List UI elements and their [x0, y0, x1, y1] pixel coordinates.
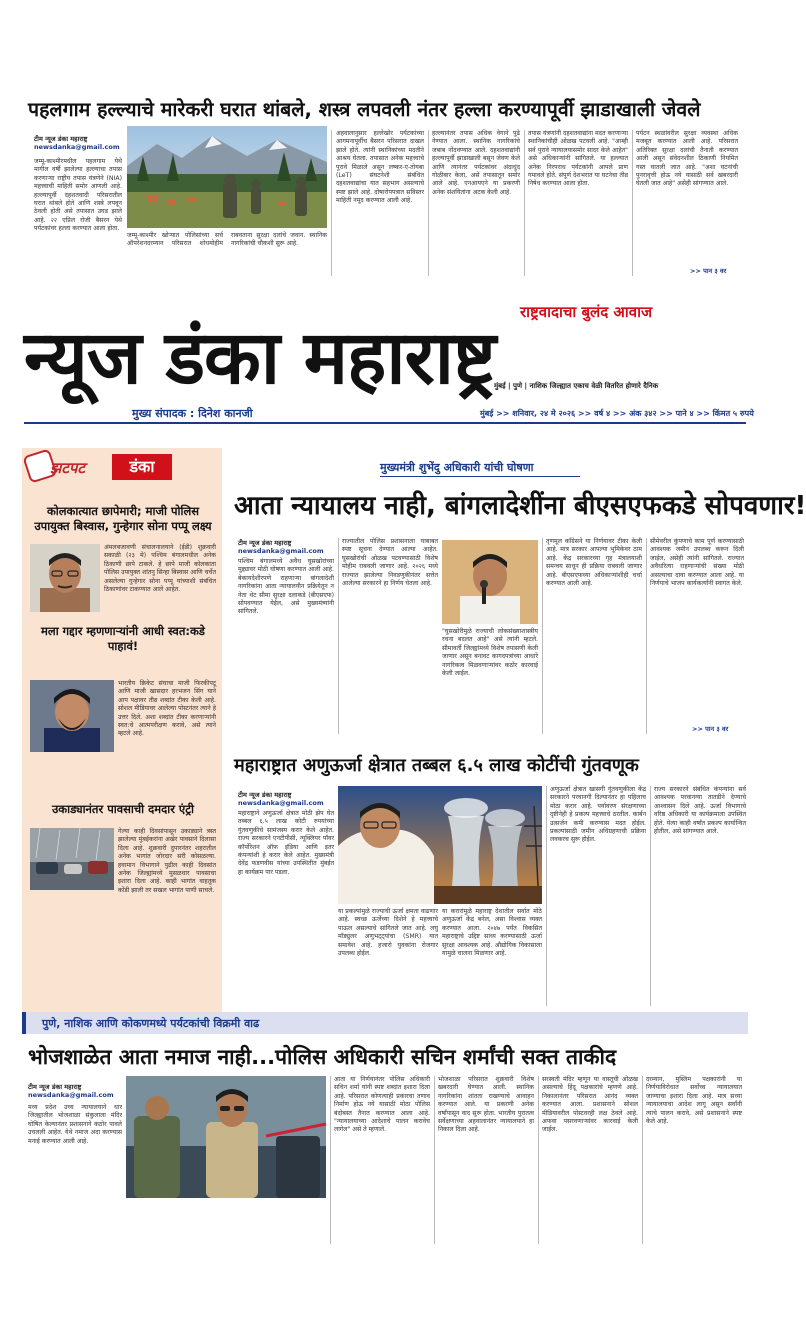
bottom-story: [0, 1034, 768, 1336]
lead-story-col4: तृणमूल काँग्रेसने या निर्णयावर टीका केली आहे. मात्र सरकार आपल्या भूमिकेवर ठाम आहे. केंद्र सरकारच्या गृह मंत्रालयाशी समन्वय साधून ही प्रक्रिया राबवली जाणार आहे. बीएसएफच्या अधिकाऱ्यांशीही चर्चा करण्यात आली आहे.: [546, 538, 642, 588]
byline-team: टीम न्यूज डंका महाराष्ट्र: [238, 791, 292, 799]
bottom-story-col2: आता या निर्णयानंतर पोलिस अधिकारी सचिन शर्मा यांनी स्पष्ट शब्दांत इशारा दिला आहे. परिसरात कोणत्याही प्रकारचा तणाव निर्माण होऊ नये यासाठी मोठा पोलिस बंदोबस्त तैनात करण्यात आला आहे. "न्यायालयाच्या आदेशाचे पालन करावेच लागेल" असे ते म्हणाले.: [334, 1076, 430, 1134]
chief-minister-speaking-image: [442, 540, 538, 624]
sidebar-item-3-text: गेल्या काही दिवसांपासून उकाड्याने त्रस्त झालेल्या मुंबईकरांना अखेर पावसाने दिलासा दिला आहे. शुक्रवारी दुपारनंतर शहरातील अनेक भागांत जोरदार सरी कोसळल्या. हवामान विभागाने पुढील काही दिवसांत अनेक जिल्ह्यांमध्ये मुसळधार पावसाचा इशारा दिला आहे. काही भागांत वाहतूक कोंडी झाली तर सखल भागांत पाणी साचले.: [118, 828, 216, 894]
nuclear-story-byline: [238, 790, 334, 807]
sidebar-item-2-title[interactable]: मला गद्दार म्हणणाऱ्यांनी आधी स्वत:कडे पाहावं!: [41, 624, 205, 653]
byline-email: newsdanka@gmail.com: [238, 799, 324, 807]
continued-link[interactable]: >> पान ३ वर: [690, 267, 727, 275]
bottom-story-col3: भोजशाळा परिसरात शुक्रवारी विशेष खबरदारी घेण्यात आली. स्थानिक नागरिकांना शांतता राखण्याचे आवाहन करण्यात आले. या प्रकरणी अनेक वर्षांपासून वाद सुरू होता. भारतीय पुरातत्व सर्वेक्षणाच्या अहवालानंतर न्यायालयाने हा निकाल दिला आहे.: [438, 1076, 534, 1134]
top-story-byline: [34, 134, 124, 151]
lead-story-headline: आता न्यायालय नाही, बांगलादेशींना बीएसएफकडे सोपवणार!: [234, 491, 806, 521]
top-story-col1: जम्मू-काश्मीरमधील पहलगाम येथे मागील वर्षी झालेल्या हल्ल्याचा तपास करणाऱ्या राष्ट्रीय तपास यंत्रणेने (NIA) महत्त्वाची माहिती समोर आणली आहे. हल्ल्यापूर्वी दहशतवादी परिसरातील घरात थांबले होते आणि शस्त्रे लपवून ठेवली होती असे तपासात उघड झाले आहे. २२ एप्रिल रोजी बैसरन येथे पर्यटकांवर हल्ला करण्यात आला होता.: [34, 158, 122, 233]
top-story-photo: [127, 126, 327, 228]
sidebar-item-2-text: भारतीय क्रिकेट संघाचा माजी फिरकीपटू आणि माजी खासदार हरभजन सिंग याने आप पक्षावर तीव्र शब्दांत टीका केली आहे. सोशल मीडियावर आलेल्या पोस्टनंतर त्याने हे उत्तर दिले. अशा शब्दांत टीका करणाऱ्यांनी स्वत:चे आत्मपरीक्षण करावे, असे त्याने म्हटले आहे.: [118, 680, 216, 738]
bottom-story-col4: सरस्वती मंदिर म्हणून या वास्तूची ओळख असल्याचे हिंदू पक्षकारांचे म्हणणे आहे. निकालानंतर परिसरात आनंद व्यक्त करण्यात आला. प्रशासनाने सोशल मीडियावरील पोस्टवरही लक्ष ठेवले आहे. अफवा पसरवणाऱ्यांवर कारवाई केली जाईल.: [542, 1076, 638, 1134]
cricketer-portrait-image: [30, 680, 114, 752]
top-story-headline: पहलगाम हल्ल्याचे मारेकरी घरात थांबले, शस्त्र लपवली नंतर हल्ला करण्यापूर्वी झाडाखाली जेवले: [28, 98, 701, 121]
bottom-story-col5: दरम्यान, मुस्लिम पक्षकारांनी या निर्णयाविरोधात सर्वोच्च न्यायालयात जाण्याचा इशारा दिला आहे. मात्र सध्या न्यायालयाचा आदेश लागू असून सर्वांनी त्याचे पालन करावे, असे प्रशासनाने स्पष्ट केले आहे.: [646, 1076, 742, 1126]
sidebar-item-3-text-cont: [30, 894, 216, 1022]
byline-team: टीम न्यूज डंका महाराष्ट्र: [28, 1083, 82, 1091]
sidebar-badge-left: झटपट: [50, 459, 85, 477]
masthead: [0, 290, 768, 445]
lead-story-col2: राज्यातील पोलिस प्रशासनाला याबाबत स्पष्ट सूचना देण्यात आल्या आहेत. घुसखोरांची ओळख पटवण्यासाठी विशेष मोहीम राबवली जाणार आहे. २०२६ मध्ये राज्यात झालेल्या निवडणुकीनंतर सत्तेत आलेल्या सरकारने हा निर्णय घेतला आहे.: [342, 538, 438, 588]
byline-team: टीम न्यूज डंका महाराष्ट्र: [34, 135, 88, 143]
lead-story-col1: पश्चिम बंगालमध्ये अवैध घुसखोरांच्या मुद्द्यावर मोठी घोषणा करण्यात आली आहे. बेकायदेशीरपणे राहणाऱ्या बांगलादेशी नागरिकांना आता न्यायालयीन प्रक्रियेतून न नेता थेट सीमा सुरक्षा दलाकडे (बीएसएफ) सोपवण्यात येईल, असे मुख्यमंत्र्यांनी सांगितले.: [238, 558, 334, 616]
nuclear-story-col5: राज्य सरकारने संबंधित कंपन्यांना सर्व आवश्यक परवानग्या तातडीने देण्याचे आश्वासन दिले आहे. ऊर्जा विभागाचे वरिष्ठ अधिकारी या कार्यक्रमाला उपस्थित होते. येत्या काही वर्षांत प्रकल्प कार्यान्वित होतील, असे सांगण्यात आले.: [654, 786, 746, 836]
nuclear-story-col4: अणुऊर्जा क्षेत्रात खासगी गुंतवणुकीला केंद्र सरकारने परवानगी दिल्यानंतर हा पहिलाच मोठा करार आहे. पर्यावरण संरक्षणाच्या दृष्टीनेही हे प्रकल्प महत्त्वाचे ठरतील. कार्बन उत्सर्जन कमी करण्यास मदत होईल. प्रकल्पांसाठी जमीन अधिग्रहणाची प्रक्रिया लवकरच सुरू होईल.: [550, 786, 646, 844]
officer-portrait-image: [30, 544, 100, 612]
sidebar-badge: [26, 452, 172, 482]
lead-story-photo: [442, 540, 538, 624]
nuclear-story-col3: या करारांमुळे महाराष्ट्र देशातील सर्वात मोठे अणुऊर्जा केंद्र बनेल, असा विश्वास व्यक्त करण्यात आला. २०४७ पर्यंत विकसित महाराष्ट्राचे उद्दिष्ट साध्य करण्यासाठी ऊर्जा सुरक्षा आवश्यक आहे. औद्योगिक विकासाला यामुळे चालना मिळणार आहे.: [442, 908, 542, 958]
byline-email: newsdanka@gmail.com: [34, 143, 120, 151]
nuclear-story-col2: या प्रकल्पांमुळे राज्याची ऊर्जा क्षमता वाढणार आहे. स्वच्छ ऊर्जेच्या दिशेने हे महत्त्वाचे पाऊल असल्याचे सांगितले जात आहे. लघु मॉड्युलर अणुभट्ट्यांचा (SMR) यात समावेश आहे. हजारो युवकांना रोजगार उपलब्ध होईल.: [338, 908, 438, 958]
sidebar-item-1-photo: [30, 544, 100, 612]
sidebar-item-3-title[interactable]: उकाड्यानंतर पावसाची दमदार एंट्री: [51, 802, 195, 816]
top-story-col2: अहवालानुसार हल्लेखोर पर्यटकांच्या आगमनापूर्वीच बैसरन परिसरात दाखल झाले होते. त्यांनी स्थानिकांच्या मदतीने आश्रय घेतला. तपासात अनेक महत्त्वाचे पुरावे मिळाले असून लष्कर-ए-तोयबा (LeT) संघटनेशी संबंधित दहशतवाद्यांचा यात सहभाग असल्याचे स्पष्ट झाले आहे. दोषारोपपत्रात सविस्तर माहिती नमूद करण्यात आली आहे.: [336, 130, 424, 205]
lead-story-kicker: मुख्यमंत्री शुभेंदु अधिकारी यांची घोषणा: [380, 461, 534, 474]
rainy-street-image: [30, 828, 114, 890]
kashmir-soldiers-image: [127, 126, 327, 228]
nuclear-story-photo: [338, 786, 542, 904]
tourism-banner[interactable]: [22, 1012, 748, 1034]
nuclear-story-col1: महाराष्ट्राने अणुऊर्जा क्षेत्रात मोठी झेप घेत तब्बल ६.५ लाख कोटी रुपयांच्या गुंतवणुकीचे सामंजस्य करार केले आहेत. राज्य सरकारने एनटीपीसी, न्यूक्लियर पॉवर कॉर्पोरेशन ऑफ इंडिया आणि इतर कंपन्यांशी हे करार केले आहेत. मुख्यमंत्री देवेंद्र फडणवीस यांच्या उपस्थितीत मुंबईत हा कार्यक्रम पार पडला.: [238, 810, 334, 876]
masthead-tagline: राष्ट्रवादाचा बुलंद आवाज: [520, 303, 653, 321]
sidebar-item-3-photo: [30, 828, 114, 890]
masthead-editor: मुख्य संपादक : दिनेश कानजी: [132, 407, 253, 420]
sidebar-item-2-photo: [30, 680, 114, 752]
sidebar-item-1-text: अंमलबजावणी संचालनालयाने (ईडी) शुक्रवारी सकाळी (२३ मे) पश्चिम बंगालमधील अनेक ठिकाणी छापे टाकले. हे छापे माजी कोलकाता पोलिस उपायुक्त शांतनु सिन्हा बिस्वास आणि चर्चेत असलेल्या गुन्हेगार सोना पप्पू यांच्याशी संबंधित ठिकाणांवर टाकण्यात आले आहेत.: [104, 544, 216, 594]
bottom-story-byline: [28, 1082, 122, 1099]
byline-team: टीम न्यूज डंका महाराष्ट्र: [238, 539, 292, 547]
top-story-col4: तपास यंत्रणांनी दहशतवाद्यांना मदत करणाऱ्या स्थानिकांचीही ओळख पटवली आहे. "आम्ही सर्व पुरावे न्यायालयासमोर सादर केले आहेत" असे अधिकाऱ्यांनी सांगितले. या हल्ल्यात अनेक निरपराध पर्यटकांनी आपले प्राण गमावले होते. संपूर्ण देशभरात या घटनेचा तीव्र निषेध करण्यात आला होता.: [528, 130, 628, 188]
police-officer-image: [126, 1076, 326, 1198]
top-story-photo-caption: जम्मू-काश्मीर खोऱ्यात पोलिसांच्या सर्च ऑपरेशनदरम्यान परिसरात शोधमोहीम राबवताना सुरक्षा दलांचे जवान. स्थानिक नागरिकांची चौकशी सुरू आहे.: [127, 232, 327, 248]
lead-story-col3: "घुसखोरीमुळे राज्याची लोकसंख्याशास्त्रीय रचना बदलत आहे" असे त्यांनी म्हटले. सीमावर्ती जिल्ह्यांमध्ये विशेष तपासणी केली जाणार असून बनावट कागदपत्रांच्या आधारे नागरिकत्व मिळवणाऱ्यांवर कठोर कारवाई केली जाईल.: [442, 628, 538, 678]
nuclear-story: [230, 748, 748, 1010]
masthead-title: न्यूज डंका महाराष्ट्र: [24, 315, 496, 401]
sidebar-quick-news: [22, 448, 222, 1028]
nuclear-plant-image: [338, 786, 542, 904]
byline-email: newsdanka@gmail.com: [238, 547, 324, 555]
top-story-col5: पर्यटन स्थळांवरील सुरक्षा व्यवस्था अधिक मजबूत करण्यात आली आहे. परिसरात अतिरिक्त सुरक्षा दलांची तैनाती करण्यात आली असून संवेदनशील ठिकाणी नियमित गस्त घातली जात आहे. "अशा घटनांची पुनरावृत्ती होऊ नये यासाठी सर्व खबरदारी घेतली जात आहे" असेही सांगण्यात आले.: [636, 130, 738, 188]
sidebar-item-1-title[interactable]: कोलकात्यात छापेमारी; माजी पोलिस उपायुक्त बिस्वास, गुन्हेगार सोना पप्पू लक्ष्य: [34, 504, 212, 533]
byline-email: newsdanka@gmail.com: [28, 1091, 114, 1099]
bottom-story-col1: मध्य प्रदेश उच्च न्यायालयाने धार जिल्ह्यातील भोजशाळा संकुलाला मंदिर घोषित केल्यानंतर प्रशासनाने कठोर पावले उचलली आहेत. येथे नमाज अदा करण्यास मनाई करण्यात आली आहे.: [28, 1104, 122, 1145]
sidebar-badge-right: डंका: [112, 454, 172, 480]
tourism-banner-text: पुणे, नाशिक आणि कोकणमध्ये पर्यटकांची विक्रमी वाढ: [42, 1017, 260, 1030]
bottom-story-headline: भोजशाळेत आता नमाज नाही...पोलिस अधिकारी सचिन शर्मांची सक्त ताकीद: [28, 1045, 617, 1069]
top-story: [0, 0, 768, 290]
nuclear-story-headline: महाराष्ट्रात अणुऊर्जा क्षेत्रात तब्बल ६.५ लाख कोटींची गुंतवणूक: [234, 755, 639, 776]
lead-story: [230, 448, 806, 748]
masthead-issue-line: मुंबई >> शनिवार, २४ मे २०२६ >> वर्ष ४ >> अंक ३४२ >> पाने ४ >> किंमत ५ रुपये: [480, 409, 754, 418]
lead-story-byline: [238, 538, 334, 555]
top-story-col3: हल्ल्यानंतर तपास अधिक वेगाने पुढे नेण्यात आला. स्थानिक नागरिकांचे जबाब नोंदवण्यात आले. दहशतवाद्यांनी हल्ल्यापूर्वी झाडाखाली बसून जेवण केले आणि त्यानंतर पर्यटकांवर अंदाधुंद गोळीबार केला, असे तपासातून समोर आले आहे. एनआयएने या प्रकरणी अनेक संशयितांना अटक केली आहे.: [432, 130, 520, 196]
bottom-story-photo: [126, 1076, 326, 1198]
masthead-places: मुंबई | पुणे | नाशिक जिल्ह्यात एकाच वेळी वितरित होणारे दैनिक: [494, 382, 659, 390]
continued-link[interactable]: >> पान ३ वर: [692, 725, 729, 733]
lead-story-col5: सीमेवरील कुंपणाचे काम पूर्ण करण्यासाठी आवश्यक जमीन उपलब्ध करून दिली जाईल, असेही त्यांनी सांगितले. राज्यात अवैधरित्या राहणाऱ्यांची संख्या मोठी असल्याचा दावा करण्यात आला आहे. या निर्णयाचे भाजप कार्यकर्त्यांनी स्वागत केले.: [650, 538, 744, 588]
